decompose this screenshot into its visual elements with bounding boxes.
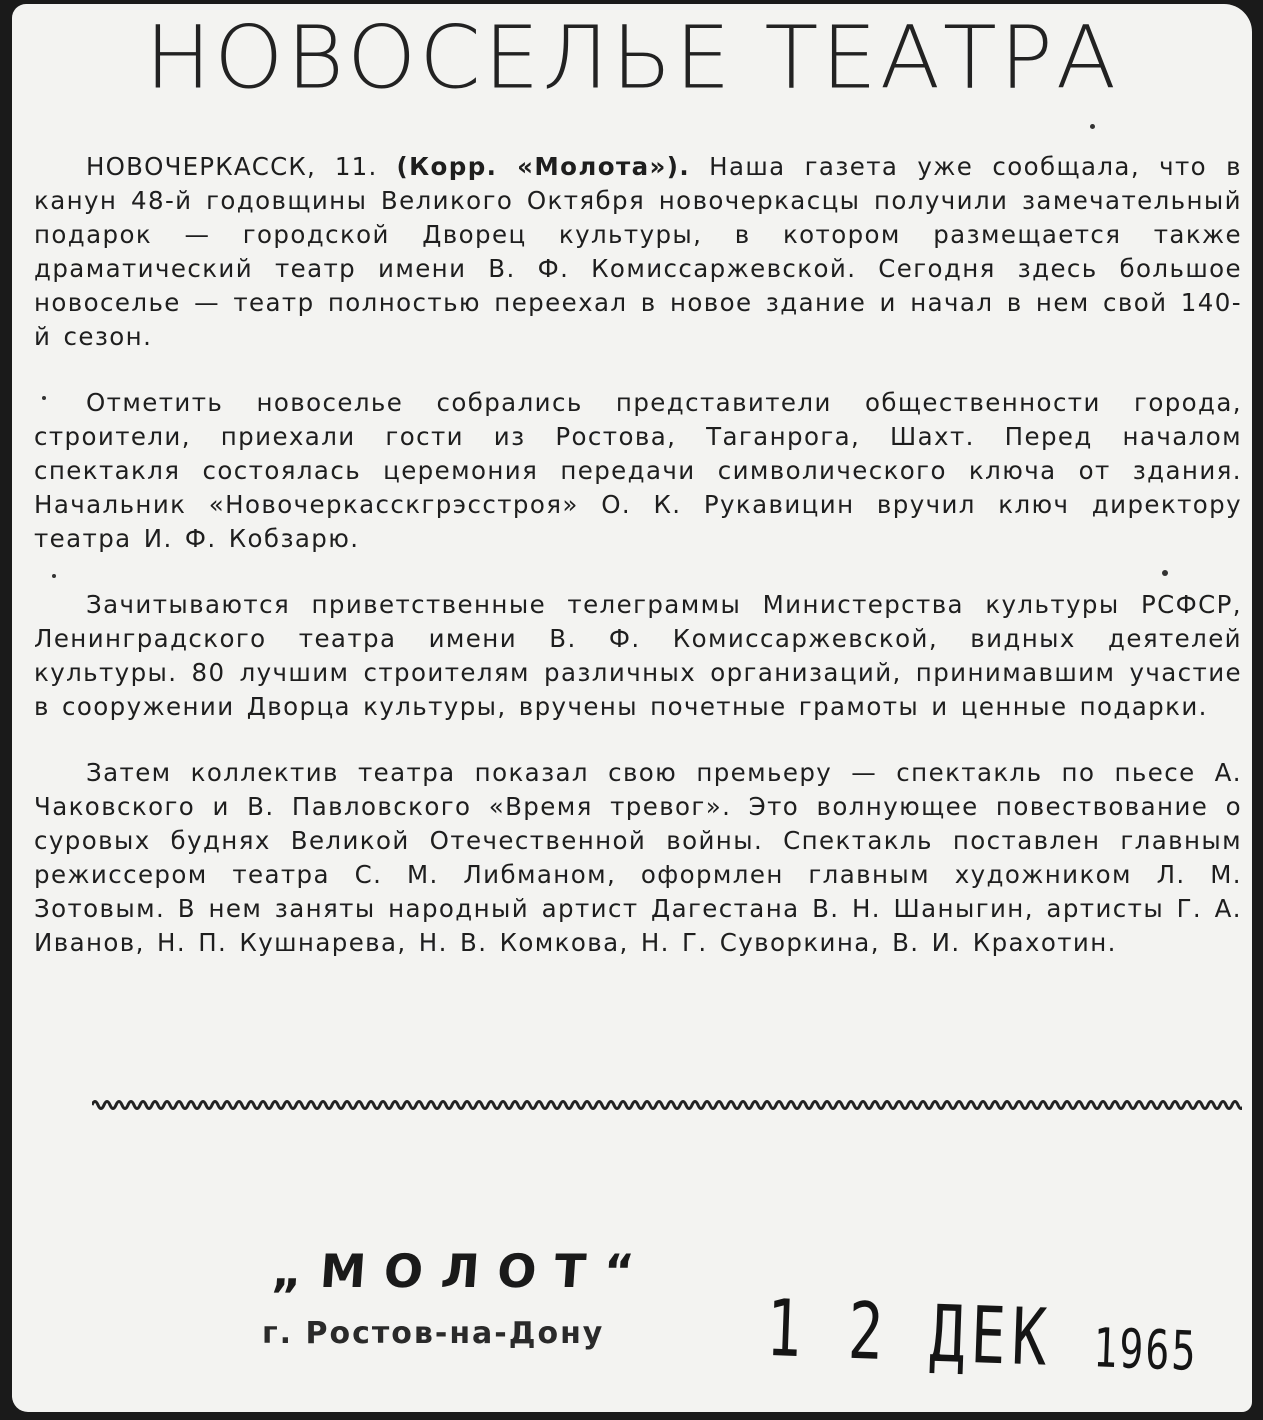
ink-speck (1090, 124, 1095, 129)
headline: НОВОСЕЛЬЕ ТЕАТРА (144, 7, 1120, 108)
newspaper-clipping (12, 4, 1252, 1412)
ink-speck (1162, 570, 1168, 576)
ink-speck (52, 574, 56, 578)
wavy-divider (92, 1094, 1242, 1116)
ink-speck (42, 396, 46, 400)
city-stamp: г. Ростов-на-Дону (262, 1316, 605, 1351)
article-body (34, 150, 1242, 960)
newspaper-masthead-stamp: „МОЛОТ“ (270, 1244, 654, 1298)
article-paragraph-2: Отметить новоселье собрались представители общественности города, строители, приехали гости из Ростова, Таганрога, Шахт. Перед началом спектакля состоялась церемония передачи символического ключа от здания. Начальник «Новочеркасскгрэсстроя» О. К. Рукавицин вручил ключ директору театра И. Ф. Кобзарю. (34, 388, 1242, 553)
date-stamp-day-month: 1 2 ДЕК (764, 1282, 1055, 1384)
correspondent-credit: (Корр. «Молота»). (396, 152, 691, 181)
paragraph-1-text: Наша газета уже сообщала, что в канун 48-й годовщины Великого Октября новочеркасцы получили замечательный подарок — городской Дворец культуры, в котором размещается также драматический театр имени В. Ф. Комиссаржевской. Сегодня здесь большое новоселье — театр полностью переехал в новое здание и начал в нем свой 140-й сезон. (34, 152, 1242, 351)
dateline: НОВОЧЕРКАССК, 11. (86, 152, 378, 181)
date-stamp (765, 1282, 1200, 1389)
article-paragraph-4: Затем коллектив театра показал свою премьеру — спектакль по пьесе А. Чаковского и В. Павловского «Время тревог». Это волнующее повествование о суровых буднях Великой Отечественной войны. Спектакль поставлен главным режиссером театра С. М. Либманом, оформлен главным художником Л. М. Зотовым. В нем заняты народный артист Дагестана В. Н. Шаныгин, артисты Г. А. Иванов, Н. П. Кушнарева, Н. В. Комкова, Н. Г. Суворкина, В. И. Крахотин. (34, 758, 1242, 957)
article-paragraph-1 (34, 150, 1242, 354)
date-stamp-year: 1965 (1092, 1317, 1199, 1384)
article-paragraph-3: Зачитываются приветственные телеграммы Министерства культуры РСФСР, Ленинградского театра имени В. Ф. Комиссаржевской, видных деятелей культуры. 80 лучшим строителям различных организаций, принимавшим участие в сооружении Дворца культуры, вручены почетные грамоты и ценные подарки. (34, 590, 1242, 721)
